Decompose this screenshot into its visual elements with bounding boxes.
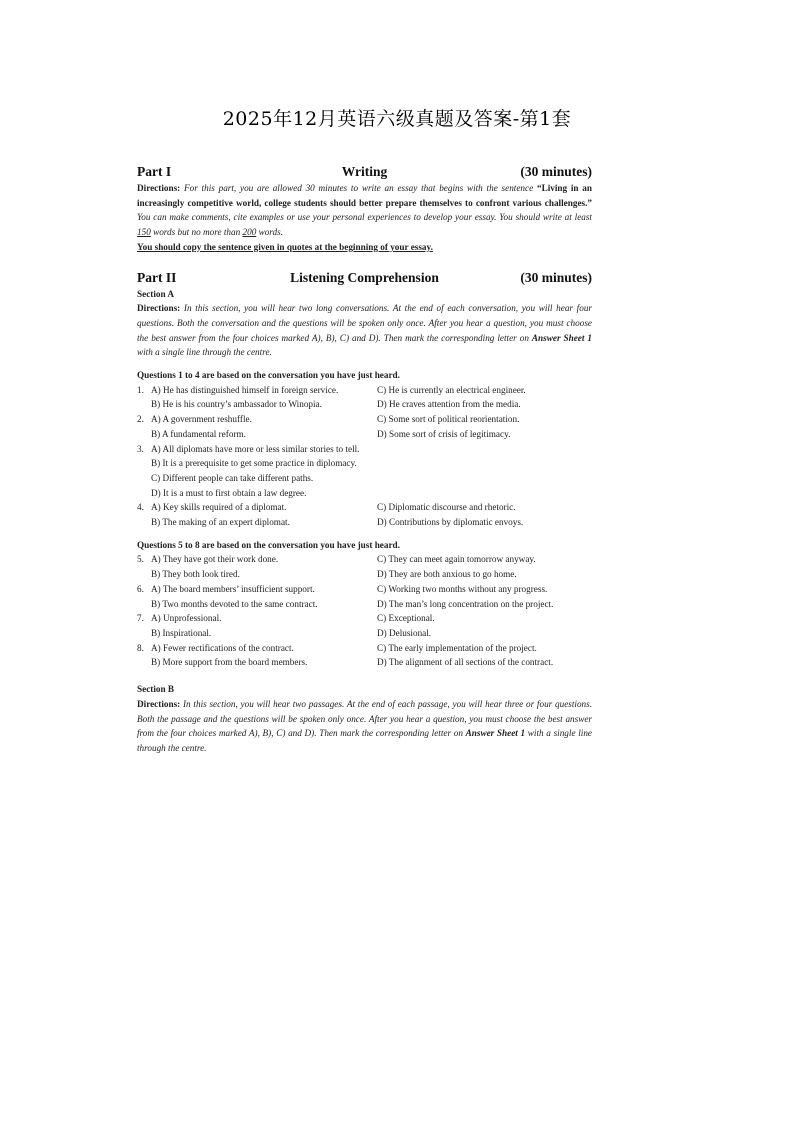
option-b: B) Two months devoted to the same contract. <box>151 598 318 609</box>
option-d: D) He craves attention from the media. <box>377 399 521 410</box>
option-c: C) Diplomatic discourse and rhetoric. <box>377 502 516 513</box>
part-1-header <box>137 163 592 181</box>
option-a: A) A government reshuffle. <box>151 414 252 425</box>
question-number: 4. <box>137 502 144 513</box>
question-number: 8. <box>137 642 144 653</box>
question-1 <box>137 383 592 412</box>
question-number: 5. <box>137 554 144 565</box>
writing-directions: Directions: For this part, you are allowed 30 minutes to write an essay that begins with the sentence “Living in an increasingly competitive world, college students should better prepare themselves to confront various challenges.” You can make comments, cite examples or use your personal experiences to develop your essay. You should write at least 150 words but no more than 200 words. <box>137 183 593 238</box>
section-b-directions: Directions: In this section, you will hear two passages. At the end of each passage, you will hear three or four questions. Both the passage and the questions will be spoken only once. After you hear a question, you must choose the best answer from the four choices marked A), B), C) and D). Then mark the corresponding letter on Answer Sheet 1 with a single line through the centre. <box>137 698 593 753</box>
option-a: A) The board members’ insufficient support. <box>151 583 315 594</box>
option-d: D) Delusional. <box>377 627 432 638</box>
option-d: D) They are both anxious to go home. <box>377 569 517 580</box>
part-name: Writing <box>341 164 388 179</box>
option-c: C) He is currently an electrical engineer. <box>377 384 526 395</box>
option-d: D) It is a must to first obtain a law degree. <box>151 487 307 498</box>
document-title: 2025年12月英语六级真题及答案-第1套 <box>222 108 572 130</box>
option-a: A) Key skills required of a diplomat. <box>151 502 287 513</box>
question-number: 1. <box>137 384 144 395</box>
option-d: D) Contributions by diplomatic envoys. <box>377 517 524 528</box>
question-5 <box>137 552 592 581</box>
question-6 <box>137 582 592 611</box>
answer-sheet-ref: Answer Sheet 1 <box>465 728 526 739</box>
option-b: B) They both look tired. <box>151 569 240 580</box>
option-a: A) All diplomats have more or less similar stories to tell. <box>151 443 360 454</box>
option-d: D) The alignment of all sections of the contract. <box>377 657 554 668</box>
option-a: A) He has distinguished himself in foreign service. <box>151 384 339 395</box>
answer-sheet-ref: Answer Sheet 1 <box>531 332 593 343</box>
option-b: B) The making of an expert diplomat. <box>151 517 290 528</box>
question-number: 2. <box>137 414 144 425</box>
question-number: 3. <box>137 443 144 454</box>
question-2 <box>137 412 592 441</box>
option-a: A) Unprofessional. <box>151 613 222 624</box>
part-number: Part I <box>137 164 172 179</box>
writing-prompt-quote: “Living in an increasingly competitive world, college students should better prepare themselves to confront various challenges.” <box>137 183 593 208</box>
option-b: B) Inspirational. <box>151 627 212 638</box>
section-a-directions: Directions: In this section, you will hear two long conversations. At the end of each conversation, you will hear four questions. Both the conversation and the questions will be spoken only once. After you hear a question, you must choose the best answer from the four choices marked A), B), C) and D). Then mark the corresponding letter on Answer Sheet 1 with a single line through the centre. <box>137 303 593 358</box>
part-time: (30 minutes) <box>520 269 592 285</box>
option-b: B) It is a prerequisite to get some practice in diplomacy. <box>151 458 357 469</box>
copy-sentence-note: You should copy the sentence given in quotes at the beginning of your essay. <box>137 241 433 252</box>
section-b-label: Section B <box>137 684 175 695</box>
question-number: 6. <box>137 583 144 594</box>
question-8 <box>137 641 592 670</box>
question-7 <box>137 611 592 640</box>
part-time: (30 minutes) <box>520 164 592 179</box>
section-a-label: Section A <box>137 288 175 299</box>
option-b: B) A fundamental reform. <box>151 428 246 439</box>
part-name: Listening Comprehension <box>290 269 439 285</box>
max-words: 200 <box>242 227 257 238</box>
directions-label: Directions: <box>137 183 181 193</box>
directions-label: Directions: <box>137 303 181 314</box>
option-c: C) Exceptional. <box>377 613 435 624</box>
scanned-exam-page <box>137 163 592 756</box>
option-c: C) Working two months without any progress. <box>377 583 548 594</box>
option-a: A) Fewer rectifications of the contract. <box>151 642 294 653</box>
option-a: A) They have got their work done. <box>151 554 279 565</box>
question-4 <box>137 500 592 529</box>
min-words: 150 <box>137 227 151 238</box>
part-number: Part II <box>137 269 177 285</box>
option-d: D) Some sort of crisis of legitimacy. <box>377 428 511 439</box>
question-group-title: Questions 5 to 8 are based on the conversation you have just heard. <box>137 539 400 550</box>
option-b: B) He is his country’s ambassador to Winopia. <box>151 399 322 410</box>
directions-label: Directions: <box>137 698 181 709</box>
part-2-header <box>137 269 592 287</box>
option-c: C) They can meet again tomorrow anyway. <box>377 554 536 565</box>
option-d: D) The man’s long concentration on the project. <box>377 598 554 609</box>
option-c: C) Different people can take different paths. <box>151 472 314 483</box>
option-b: B) More support from the board members. <box>151 657 308 668</box>
question-3 <box>137 442 592 501</box>
question-number: 7. <box>137 613 144 624</box>
question-group-title: Questions 1 to 4 are based on the conversation you have just heard. <box>137 370 400 381</box>
option-c: C) The early implementation of the project. <box>377 642 537 653</box>
option-c: C) Some sort of political reorientation. <box>377 414 520 425</box>
